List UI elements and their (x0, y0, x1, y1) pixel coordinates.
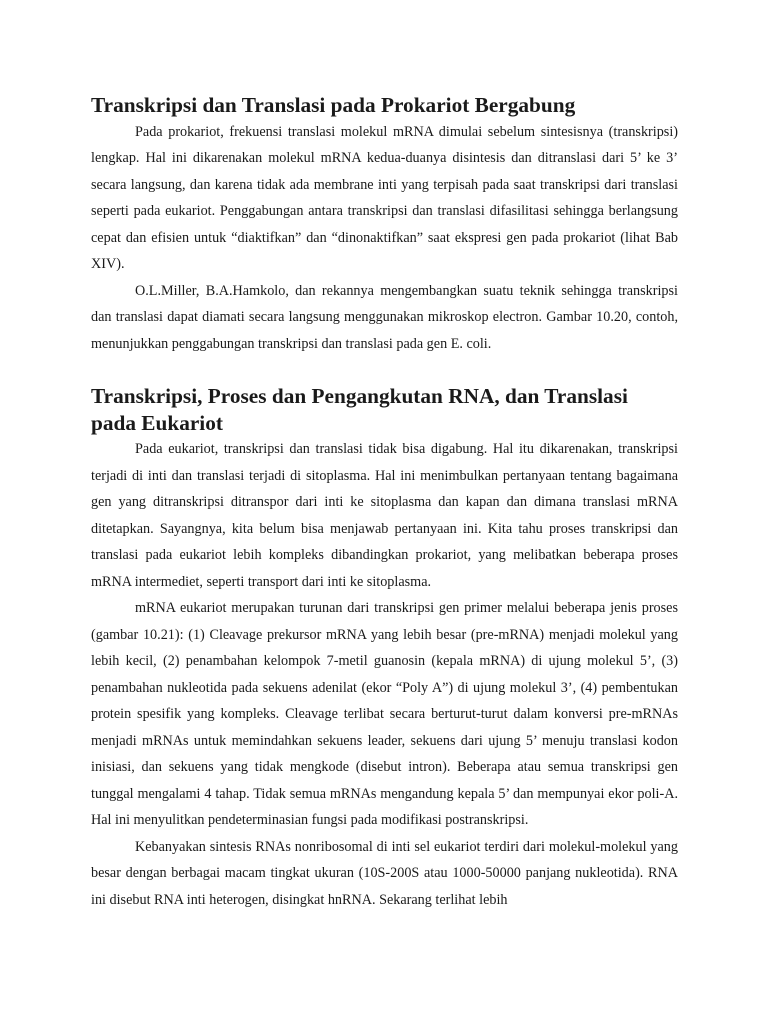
section-eukariot (91, 383, 678, 913)
paragraph: O.L.Miller, B.A.Hamkolo, dan rekannya mengembangkan suatu teknik sehingga transkripsi dan translasi dapat diamati secara langsung menggunakan mikroskop electron. Gambar 10.20, contoh, menunjukkan penggabungan transkripsi dan translasi pada gen E. coli. (91, 282, 678, 352)
section-heading: Transkripsi, Proses dan Pengangkutan RNA, dan Translasi pada Eukariot (91, 384, 628, 435)
section-prokariot (91, 92, 678, 357)
paragraph: Pada prokariot, frekuensi translasi molekul mRNA dimulai sebelum sintesisnya (transkripsi) lengkap. Hal ini dikarenakan molekul mRNA kedua-duanya disintesis dan ditranslasi dari 5’ ke 3’ secara langsung, dan karena tidak ada membrane inti yang terpisah pada saat transkripsi dari translasi seperti pada eukariot. Penggabungan antara transkripsi dan translasi difasilitasi sehingga berlangsung cepat dan efisien untuk “diaktifkan” dan “dinonaktifkan” saat ekspresi gen pada prokariot (lihat Bab XIV). (91, 123, 678, 272)
section-spacer (91, 357, 678, 383)
paragraph: Pada eukariot, transkripsi dan translasi tidak bisa digabung. Hal itu dikarenakan, transkripsi terjadi di inti dan translasi terjadi di sitoplasma. Hal ini menimbulkan pertanyaan tentang bagaimana gen yang ditranskripsi ditranspor dari inti ke sitoplasma dan kapan dan dimana translasi mRNA ditetapkan. Sayangnya, kita belum bisa menjawab pertanyaan ini. Kita tahu proses transkripsi dan translasi pada eukariot lebih kompleks dibandingkan prokariot, yang melibatkan beberapa proses mRNA intermediet, seperti transport dari inti ke sitoplasma. (91, 441, 678, 590)
paragraph: mRNA eukariot merupakan turunan dari transkripsi gen primer melalui beberapa jenis proses (gambar 10.21): (1) Cleavage prekursor mRNA yang lebih besar (pre-mRNA) menjadi molekul yang lebih kecil, (2) penambahan kelompok 7-metil guanosin (kepala mRNA) di ujung molekul 5’, (3) penambahan nukleotida pada sekuens adenilat (ekor “Poly A”) di ujung molekul 3’, (4) pembentukan protein spesifik yang kompleks. Cleavage terlibat secara berturut-turut dalam konversi pre-mRNAs menjadi mRNAs untuk memindahkan sekuens leader, sekuens dari ujung 5’ menuju translasi kodon inisiasi, dan sekuens yang tidak mengkode (disebut intron). Beberapa atau semua transkripsi gen tunggal mengalami 4 tahap. Tidak semua mRNAs mengandung kepala 5’ dan mempunyai ekor poli-A. Hal ini menyulitkan pendeterminasian fungsi pada modifikasi postranskripsi. (91, 600, 678, 828)
section-heading: Transkripsi dan Translasi pada Prokariot Bergabung (91, 93, 576, 117)
paragraph: Kebanyakan sintesis RNAs nonribosomal di inti sel eukariot terdiri dari molekul-molekul yang besar dengan berbagai macam tingkat ukuran (10S-200S atau 1000-50000 panjang nukleotida). RNA ini disebut RNA inti heterogen, disingkat hnRNA. Sekarang terlihat lebih (91, 838, 678, 908)
